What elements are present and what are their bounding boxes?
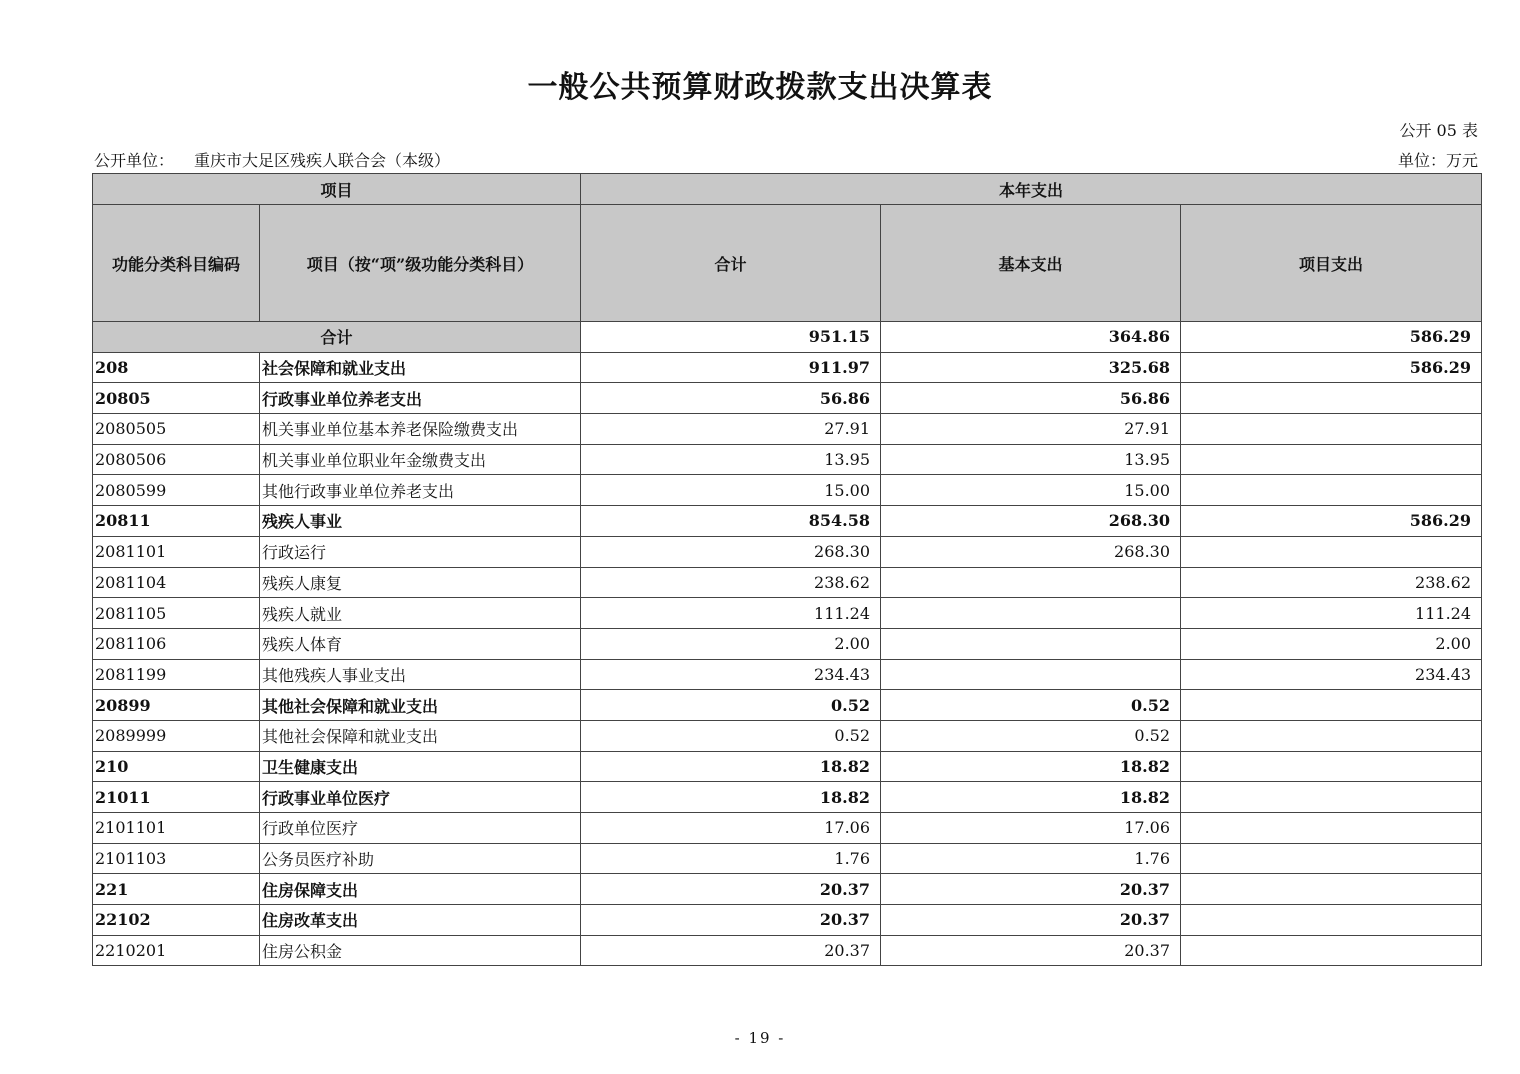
row-project xyxy=(1181,751,1482,782)
table-row xyxy=(93,690,1482,721)
page-title: 一般公共预算财政拨款支出决算表 xyxy=(527,70,993,105)
row-basic: 1.76 xyxy=(881,843,1181,874)
row-name: 残疾人体育 xyxy=(260,628,581,659)
row-basic xyxy=(881,628,1181,659)
row-name: 公务员医疗补助 xyxy=(260,843,581,874)
header-total: 合计 xyxy=(581,205,881,322)
row-code: 2080505 xyxy=(93,414,260,445)
row-basic: 17.06 xyxy=(881,813,1181,844)
table-row xyxy=(93,628,1482,659)
row-name: 其他行政事业单位养老支出 xyxy=(260,475,581,506)
row-project xyxy=(1181,444,1482,475)
table-row xyxy=(93,935,1482,966)
row-project xyxy=(1181,720,1482,751)
row-project xyxy=(1181,843,1482,874)
row-basic xyxy=(881,598,1181,629)
table-row xyxy=(93,905,1482,936)
row-code: 2210201 xyxy=(93,935,260,966)
row-project: 586.29 xyxy=(1181,352,1482,383)
row-code: 22102 xyxy=(93,905,260,936)
row-code: 208 xyxy=(93,352,260,383)
row-basic: 18.82 xyxy=(881,751,1181,782)
row-total: 234.43 xyxy=(581,659,881,690)
row-name: 机关事业单位职业年金缴费支出 xyxy=(260,444,581,475)
row-code: 20899 xyxy=(93,690,260,721)
row-project: 238.62 xyxy=(1181,567,1482,598)
table-row xyxy=(93,782,1482,813)
row-project: 234.43 xyxy=(1181,659,1482,690)
row-total: 20.37 xyxy=(581,905,881,936)
form-number: 公开 05 表 xyxy=(1399,121,1478,140)
expenditure-table xyxy=(92,173,1482,966)
row-total: 18.82 xyxy=(581,751,881,782)
header-project: 项目 xyxy=(93,174,581,205)
row-project: 2.00 xyxy=(1181,628,1482,659)
row-total: 911.97 xyxy=(581,352,881,383)
total-project: 586.29 xyxy=(1181,322,1482,353)
table-row xyxy=(93,352,1482,383)
total-amount: 951.15 xyxy=(581,322,881,353)
row-total: 0.52 xyxy=(581,690,881,721)
row-basic: 325.68 xyxy=(881,352,1181,383)
row-code: 2101103 xyxy=(93,843,260,874)
row-total: 1.76 xyxy=(581,843,881,874)
row-total: 56.86 xyxy=(581,383,881,414)
row-code: 2081106 xyxy=(93,628,260,659)
row-name: 残疾人康复 xyxy=(260,567,581,598)
row-basic: 20.37 xyxy=(881,905,1181,936)
row-project xyxy=(1181,874,1482,905)
row-code: 21011 xyxy=(93,782,260,813)
row-code: 2080506 xyxy=(93,444,260,475)
row-basic: 56.86 xyxy=(881,383,1181,414)
row-total: 15.00 xyxy=(581,475,881,506)
row-basic: 0.52 xyxy=(881,720,1181,751)
row-code: 2081105 xyxy=(93,598,260,629)
row-code: 2101101 xyxy=(93,813,260,844)
row-project xyxy=(1181,905,1482,936)
header-basic: 基本支出 xyxy=(881,205,1181,322)
row-basic: 20.37 xyxy=(881,935,1181,966)
header-project-expenditure: 项目支出 xyxy=(1181,205,1482,322)
row-total: 111.24 xyxy=(581,598,881,629)
table-row xyxy=(93,874,1482,905)
table-row xyxy=(93,475,1482,506)
unit-label: 公开单位： xyxy=(94,151,175,170)
currency-unit: 单位：万元 xyxy=(1397,151,1478,170)
row-total: 854.58 xyxy=(581,506,881,537)
table-row xyxy=(93,567,1482,598)
row-name: 行政单位医疗 xyxy=(260,813,581,844)
row-total: 2.00 xyxy=(581,628,881,659)
row-code: 2089999 xyxy=(93,720,260,751)
row-name: 其他社会保障和就业支出 xyxy=(260,720,581,751)
row-total: 18.82 xyxy=(581,782,881,813)
row-name: 残疾人事业 xyxy=(260,506,581,537)
row-total: 27.91 xyxy=(581,414,881,445)
table-row xyxy=(93,598,1482,629)
row-basic: 268.30 xyxy=(881,536,1181,567)
table-row xyxy=(93,659,1482,690)
row-name: 住房改革支出 xyxy=(260,905,581,936)
row-total: 17.06 xyxy=(581,813,881,844)
total-label: 合计 xyxy=(93,322,581,353)
row-name: 住房公积金 xyxy=(260,935,581,966)
header-code: 功能分类科目编码 xyxy=(93,205,260,322)
row-name: 社会保障和就业支出 xyxy=(260,352,581,383)
unit-name: 重庆市大足区残疾人联合会（本级） xyxy=(194,151,451,170)
row-total: 20.37 xyxy=(581,935,881,966)
row-basic xyxy=(881,567,1181,598)
row-name: 卫生健康支出 xyxy=(260,751,581,782)
header-current-year: 本年支出 xyxy=(581,174,1482,205)
row-name: 行政事业单位养老支出 xyxy=(260,383,581,414)
table-row xyxy=(93,751,1482,782)
row-basic: 13.95 xyxy=(881,444,1181,475)
row-total: 13.95 xyxy=(581,444,881,475)
row-project xyxy=(1181,935,1482,966)
row-name: 机关事业单位基本养老保险缴费支出 xyxy=(260,414,581,445)
header-item: 项目（按“项”级功能分类科目） xyxy=(260,205,581,322)
table-row xyxy=(93,720,1482,751)
row-code: 2081199 xyxy=(93,659,260,690)
row-project: 111.24 xyxy=(1181,598,1482,629)
row-project xyxy=(1181,813,1482,844)
table-row xyxy=(93,414,1482,445)
row-name: 残疾人就业 xyxy=(260,598,581,629)
row-basic: 18.82 xyxy=(881,782,1181,813)
row-project: 586.29 xyxy=(1181,506,1482,537)
row-project xyxy=(1181,536,1482,567)
row-total: 20.37 xyxy=(581,874,881,905)
row-code: 210 xyxy=(93,751,260,782)
row-code: 2080599 xyxy=(93,475,260,506)
row-code: 2081104 xyxy=(93,567,260,598)
table-row xyxy=(93,383,1482,414)
reporting-unit xyxy=(94,148,450,171)
table-row xyxy=(93,536,1482,567)
row-basic: 268.30 xyxy=(881,506,1181,537)
row-basic: 20.37 xyxy=(881,874,1181,905)
row-code: 221 xyxy=(93,874,260,905)
row-total: 0.52 xyxy=(581,720,881,751)
row-project xyxy=(1181,414,1482,445)
row-name: 其他社会保障和就业支出 xyxy=(260,690,581,721)
row-project xyxy=(1181,383,1482,414)
row-basic: 27.91 xyxy=(881,414,1181,445)
table-row xyxy=(93,813,1482,844)
total-row xyxy=(93,322,1482,353)
table-row xyxy=(93,444,1482,475)
row-code: 2081101 xyxy=(93,536,260,567)
row-name: 住房保障支出 xyxy=(260,874,581,905)
row-code: 20805 xyxy=(93,383,260,414)
table-row xyxy=(93,506,1482,537)
row-project xyxy=(1181,782,1482,813)
row-code: 20811 xyxy=(93,506,260,537)
total-basic: 364.86 xyxy=(881,322,1181,353)
table-row xyxy=(93,843,1482,874)
row-basic xyxy=(881,659,1181,690)
row-name: 行政事业单位医疗 xyxy=(260,782,581,813)
row-project xyxy=(1181,475,1482,506)
page-number: - 19 - xyxy=(734,1029,786,1047)
row-name: 其他残疾人事业支出 xyxy=(260,659,581,690)
row-basic: 15.00 xyxy=(881,475,1181,506)
row-total: 238.62 xyxy=(581,567,881,598)
row-name: 行政运行 xyxy=(260,536,581,567)
row-project xyxy=(1181,690,1482,721)
row-basic: 0.52 xyxy=(881,690,1181,721)
row-total: 268.30 xyxy=(581,536,881,567)
